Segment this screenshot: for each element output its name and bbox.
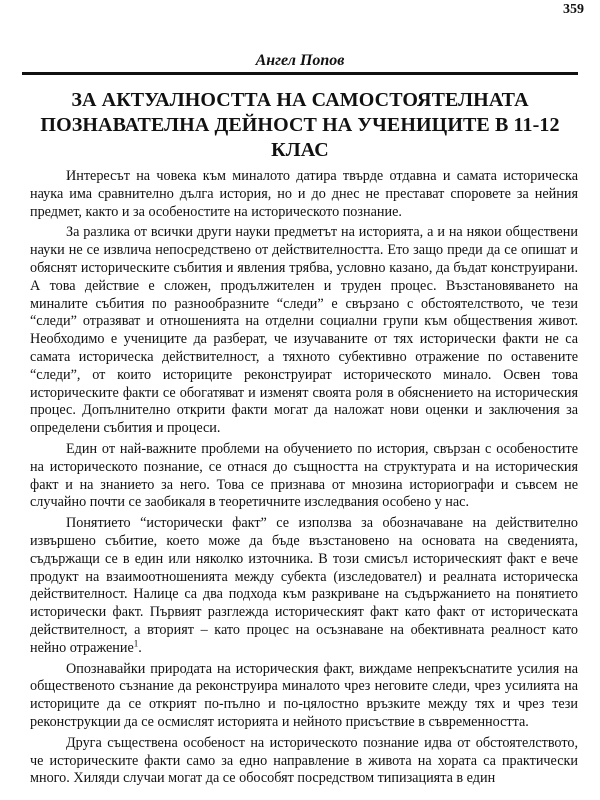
title-line-2: ПОЗНАВАТЕЛНА ДЕЙНОСТ НА УЧЕНИЦИТЕ В 11-12 КЛАС <box>40 114 560 161</box>
article-body <box>30 168 578 791</box>
paragraph: Друга съществена особеност на историческото познание идва от обстоятелството, че историческите факти само за едно направление в живота на хората са практически много. Хиляди случаи могат да се обособят посредством типизацията в един <box>30 734 578 787</box>
article-title <box>22 88 578 163</box>
paragraph-end: . <box>138 639 142 656</box>
paragraph <box>30 515 578 657</box>
header-rule <box>22 72 578 75</box>
author-name-text: Ангел Попов <box>242 52 359 69</box>
page-number: 359 <box>563 2 584 17</box>
title-line-1: ЗА АКТУАЛНОСТТА НА САМОСТОЯТЕЛНАТА <box>71 89 529 111</box>
footnote-mark[interactable]: 1 <box>133 637 139 648</box>
paragraph-text: Понятието “исторически факт” се използва за обозначаване на действително извършено събитие, което може да бъде възстановено на основата на сведенията, съдържащи се в един или няколко източника. В този смисъл историческият факт е вече продукт на взаимоотношенията между субекта (изследовател) и реалната историческа действителност. Налице са два подхода към разкриване на съдържанието на понятието исторически факт. Първият разглежда историческият факт като факт от историческата действителност, а вторият – като процес на осъзнаване на обективната реалност като нейно отражение <box>30 515 578 656</box>
paragraph: Един от най-важните проблеми на обучението по история, свързан с особеностите на историческото познание, се отнася до същността на структурата и на историческия факт и на знанието за него. Това се признава от мнозина историографи и съвсем не случайно почти се заобикаля в теоретичните изследвания особено у нас. <box>30 440 578 511</box>
author-name <box>0 52 600 70</box>
paragraph: Опознавайки природата на историческия факт, виждаме непрекъснатите усилия на общественото съзнание да реконструира миналото чрез неговите следи, чрез усилията на историците да се открият по-пълно и по-цялостно връзките между тях и чрез тези реконструкции да се осмислят историята и нейното присъствие в съвременността. <box>30 660 578 730</box>
paragraph: За разлика от всички други науки предметът на историята, а и на някои обществени науки не се извлича непосредствено от действителността. Ето защо преди да се опишат и обяснят историческите събития и явления трябва, условно казано, да бъдат конструирани. А това действие е сложен, продължителен и труден процес. Възстановяването на миналите събития по разнообразните “следи” е свързано с обстоятелството, че тези “следи” отразяват и отношенията на отделни социални групи към обществения живот. Необходимо е учениците да разберат, че изучаваните от тях исторически факти не са самата историческа действителност, а тяхното субективно отражение по оставените “следи”, от които историците реконструират историческото минало. Освен това историческите факти се обогатяват и изменят своята роля в обяснението на историческия процес. Допълнително открити факти могат да наложат нови оценки и заключения за определени събития и процеси. <box>30 224 578 437</box>
paragraph: Интересът на човека към миналото датира твърде отдавна и самата историческа наука има сравнително дълга история, но и до днес не престават споровете за нейния предмет, както и за особеностите на историческото познание. <box>30 168 578 220</box>
